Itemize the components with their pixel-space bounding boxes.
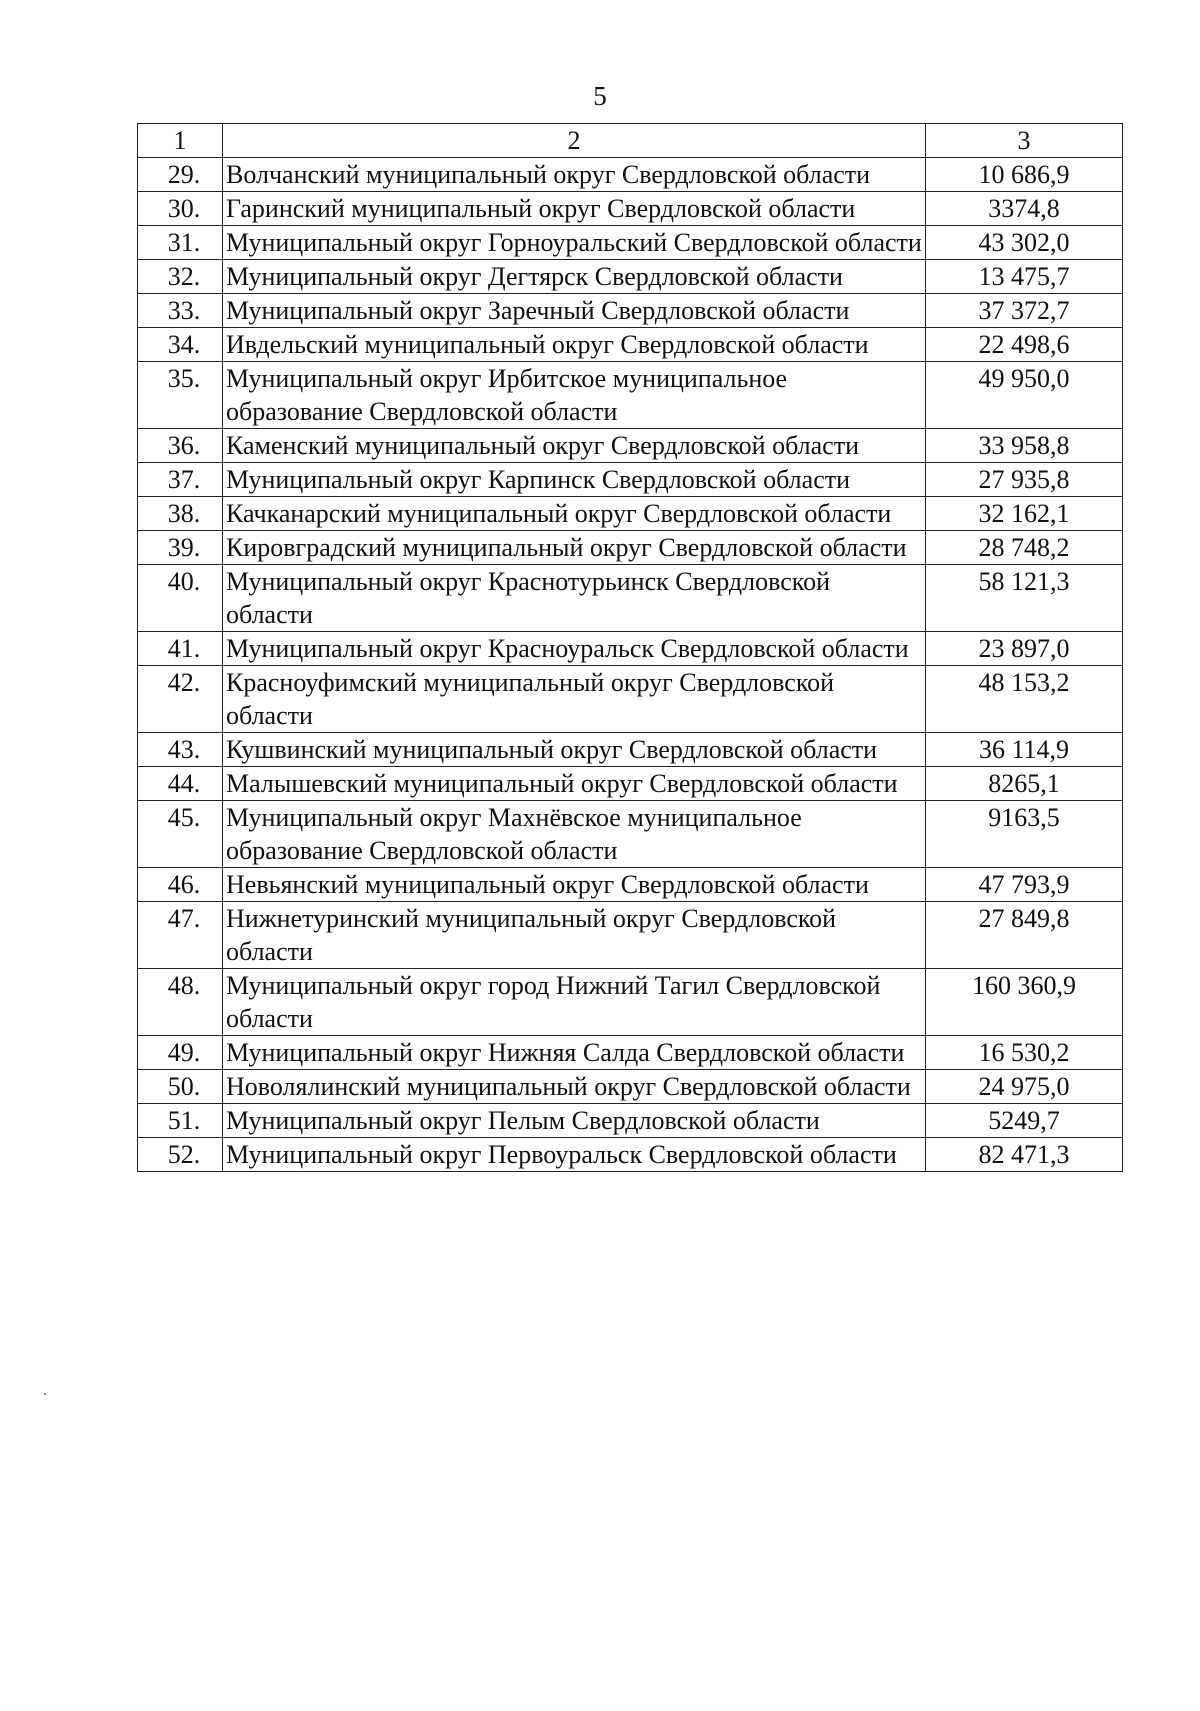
row-number-cell	[138, 565, 223, 632]
district-name: Нижнетуринский муниципальный округ Свердловской области	[223, 902, 926, 969]
row-number-cell	[138, 531, 223, 565]
district-name: Волчанский муниципальный округ Свердловской области	[223, 158, 926, 192]
row-number: 31.	[167, 228, 201, 257]
district-name: Новолялинский муниципальный округ Свердловской области	[223, 1070, 926, 1104]
district-value: 27 935,8	[926, 463, 1123, 497]
table-row	[138, 666, 1123, 733]
row-number-cell	[138, 767, 223, 801]
row-number-cell	[138, 1104, 223, 1138]
district-value: 22 498,6	[926, 328, 1123, 362]
district-value: 49 950,0	[926, 362, 1123, 429]
table-header-row	[138, 124, 1123, 158]
municipal-districts-table	[137, 123, 1123, 1172]
table-row	[138, 1070, 1123, 1104]
table-row	[138, 463, 1123, 497]
row-number: 38.	[167, 499, 201, 528]
table-row	[138, 226, 1123, 260]
district-name: Муниципальный округ Карпинск Свердловской области	[223, 463, 926, 497]
row-number: 49.	[167, 1038, 201, 1067]
row-number-cell	[138, 969, 223, 1036]
district-name: Муниципальный округ Горноуральский Свердловской области	[223, 226, 926, 260]
row-number: 34.	[167, 330, 201, 359]
row-number-cell	[138, 294, 223, 328]
district-name: Муниципальный округ Дегтярск Свердловской области	[223, 260, 926, 294]
row-number: 43.	[167, 735, 201, 764]
district-value: 58 121,3	[926, 565, 1123, 632]
table-row	[138, 868, 1123, 902]
table-row	[138, 1104, 1123, 1138]
row-number: 52.	[167, 1140, 201, 1169]
table-row	[138, 1138, 1123, 1172]
table-row	[138, 733, 1123, 767]
district-name: Качканарский муниципальный округ Свердловской области	[223, 497, 926, 531]
table-row	[138, 362, 1123, 429]
table-row	[138, 969, 1123, 1036]
district-name: Гаринский муниципальный округ Свердловской области	[223, 192, 926, 226]
district-value: 8265,1	[926, 767, 1123, 801]
row-number: 51.	[167, 1106, 201, 1135]
district-name: Муниципальный округ Первоуральск Свердловской области	[223, 1138, 926, 1172]
district-value: 28 748,2	[926, 531, 1123, 565]
row-number-cell	[138, 158, 223, 192]
scan-speck	[44, 1393, 46, 1395]
district-name: Муниципальный округ Красноуральск Свердловской области	[223, 632, 926, 666]
row-number-cell	[138, 429, 223, 463]
row-number: 35.	[167, 364, 201, 393]
district-value: 27 849,8	[926, 902, 1123, 969]
row-number: 48.	[167, 971, 201, 1000]
district-name: Муниципальный округ Пелым Свердловской области	[223, 1104, 926, 1138]
page-number: 5	[593, 81, 607, 111]
table-row	[138, 801, 1123, 868]
row-number: 29.	[167, 160, 201, 189]
row-number-cell	[138, 868, 223, 902]
column-header-value: 3	[926, 124, 1123, 158]
table-row	[138, 429, 1123, 463]
district-name: Муниципальный округ Заречный Свердловской области	[223, 294, 926, 328]
column-header-name: 2	[223, 124, 926, 158]
district-value: 10 686,9	[926, 158, 1123, 192]
district-value: 3374,8	[926, 192, 1123, 226]
district-value: 33 958,8	[926, 429, 1123, 463]
district-value: 82 471,3	[926, 1138, 1123, 1172]
row-number: 36.	[167, 431, 201, 460]
district-value: 16 530,2	[926, 1036, 1123, 1070]
district-name: Кировградский муниципальный округ Свердловской области	[223, 531, 926, 565]
row-number: 44.	[167, 769, 201, 798]
district-name: Муниципальный округ Махнёвское муниципальное образование Свердловской области	[223, 801, 926, 868]
row-number: 33.	[167, 296, 201, 325]
district-value: 43 302,0	[926, 226, 1123, 260]
column-header-number: 1	[138, 124, 223, 158]
row-number: 45.	[167, 803, 201, 832]
row-number-cell	[138, 666, 223, 733]
table-row	[138, 632, 1123, 666]
row-number: 30.	[167, 194, 201, 223]
table-row	[138, 565, 1123, 632]
row-number: 39.	[167, 533, 201, 562]
row-number-cell	[138, 1138, 223, 1172]
table-row	[138, 902, 1123, 969]
row-number-cell	[138, 1070, 223, 1104]
district-name: Малышевский муниципальный округ Свердловской области	[223, 767, 926, 801]
district-value: 48 153,2	[926, 666, 1123, 733]
row-number: 37.	[167, 465, 201, 494]
row-number-cell	[138, 328, 223, 362]
district-value: 23 897,0	[926, 632, 1123, 666]
district-value: 36 114,9	[926, 733, 1123, 767]
table-row	[138, 260, 1123, 294]
district-name: Муниципальный округ Нижняя Салда Свердловской области	[223, 1036, 926, 1070]
district-value: 160 360,9	[926, 969, 1123, 1036]
district-value: 9163,5	[926, 801, 1123, 868]
district-name: Каменский муниципальный округ Свердловской области	[223, 429, 926, 463]
row-number-cell	[138, 192, 223, 226]
district-value: 47 793,9	[926, 868, 1123, 902]
table-row	[138, 328, 1123, 362]
district-value: 13 475,7	[926, 260, 1123, 294]
row-number: 41.	[167, 634, 201, 663]
table-row	[138, 1036, 1123, 1070]
row-number-cell	[138, 632, 223, 666]
row-number-cell	[138, 260, 223, 294]
table-row	[138, 767, 1123, 801]
row-number-cell	[138, 226, 223, 260]
table-row	[138, 294, 1123, 328]
table-row	[138, 158, 1123, 192]
row-number-cell	[138, 902, 223, 969]
district-name: Ивдельский муниципальный округ Свердловской области	[223, 328, 926, 362]
row-number-cell	[138, 362, 223, 429]
row-number: 42.	[167, 668, 201, 697]
district-name: Муниципальный округ Краснотурьинск Свердловской области	[223, 565, 926, 632]
row-number-cell	[138, 733, 223, 767]
district-value: 37 372,7	[926, 294, 1123, 328]
row-number: 50.	[167, 1072, 201, 1101]
row-number-cell	[138, 497, 223, 531]
row-number-cell	[138, 1036, 223, 1070]
district-name: Муниципальный округ город Нижний Тагил Свердловской области	[223, 969, 926, 1036]
district-name: Кушвинский муниципальный округ Свердловской области	[223, 733, 926, 767]
row-number: 47.	[167, 904, 201, 933]
table-row	[138, 497, 1123, 531]
table-row	[138, 531, 1123, 565]
table-row	[138, 192, 1123, 226]
district-name: Невьянский муниципальный округ Свердловской области	[223, 868, 926, 902]
district-value: 24 975,0	[926, 1070, 1123, 1104]
district-value: 5249,7	[926, 1104, 1123, 1138]
row-number: 40.	[167, 567, 201, 596]
district-name: Красноуфимский муниципальный округ Свердловской области	[223, 666, 926, 733]
row-number-cell	[138, 801, 223, 868]
row-number: 46.	[167, 870, 201, 899]
row-number-cell	[138, 463, 223, 497]
district-name: Муниципальный округ Ирбитское муниципальное образование Свердловской области	[223, 362, 926, 429]
row-number: 32.	[167, 262, 201, 291]
district-value: 32 162,1	[926, 497, 1123, 531]
